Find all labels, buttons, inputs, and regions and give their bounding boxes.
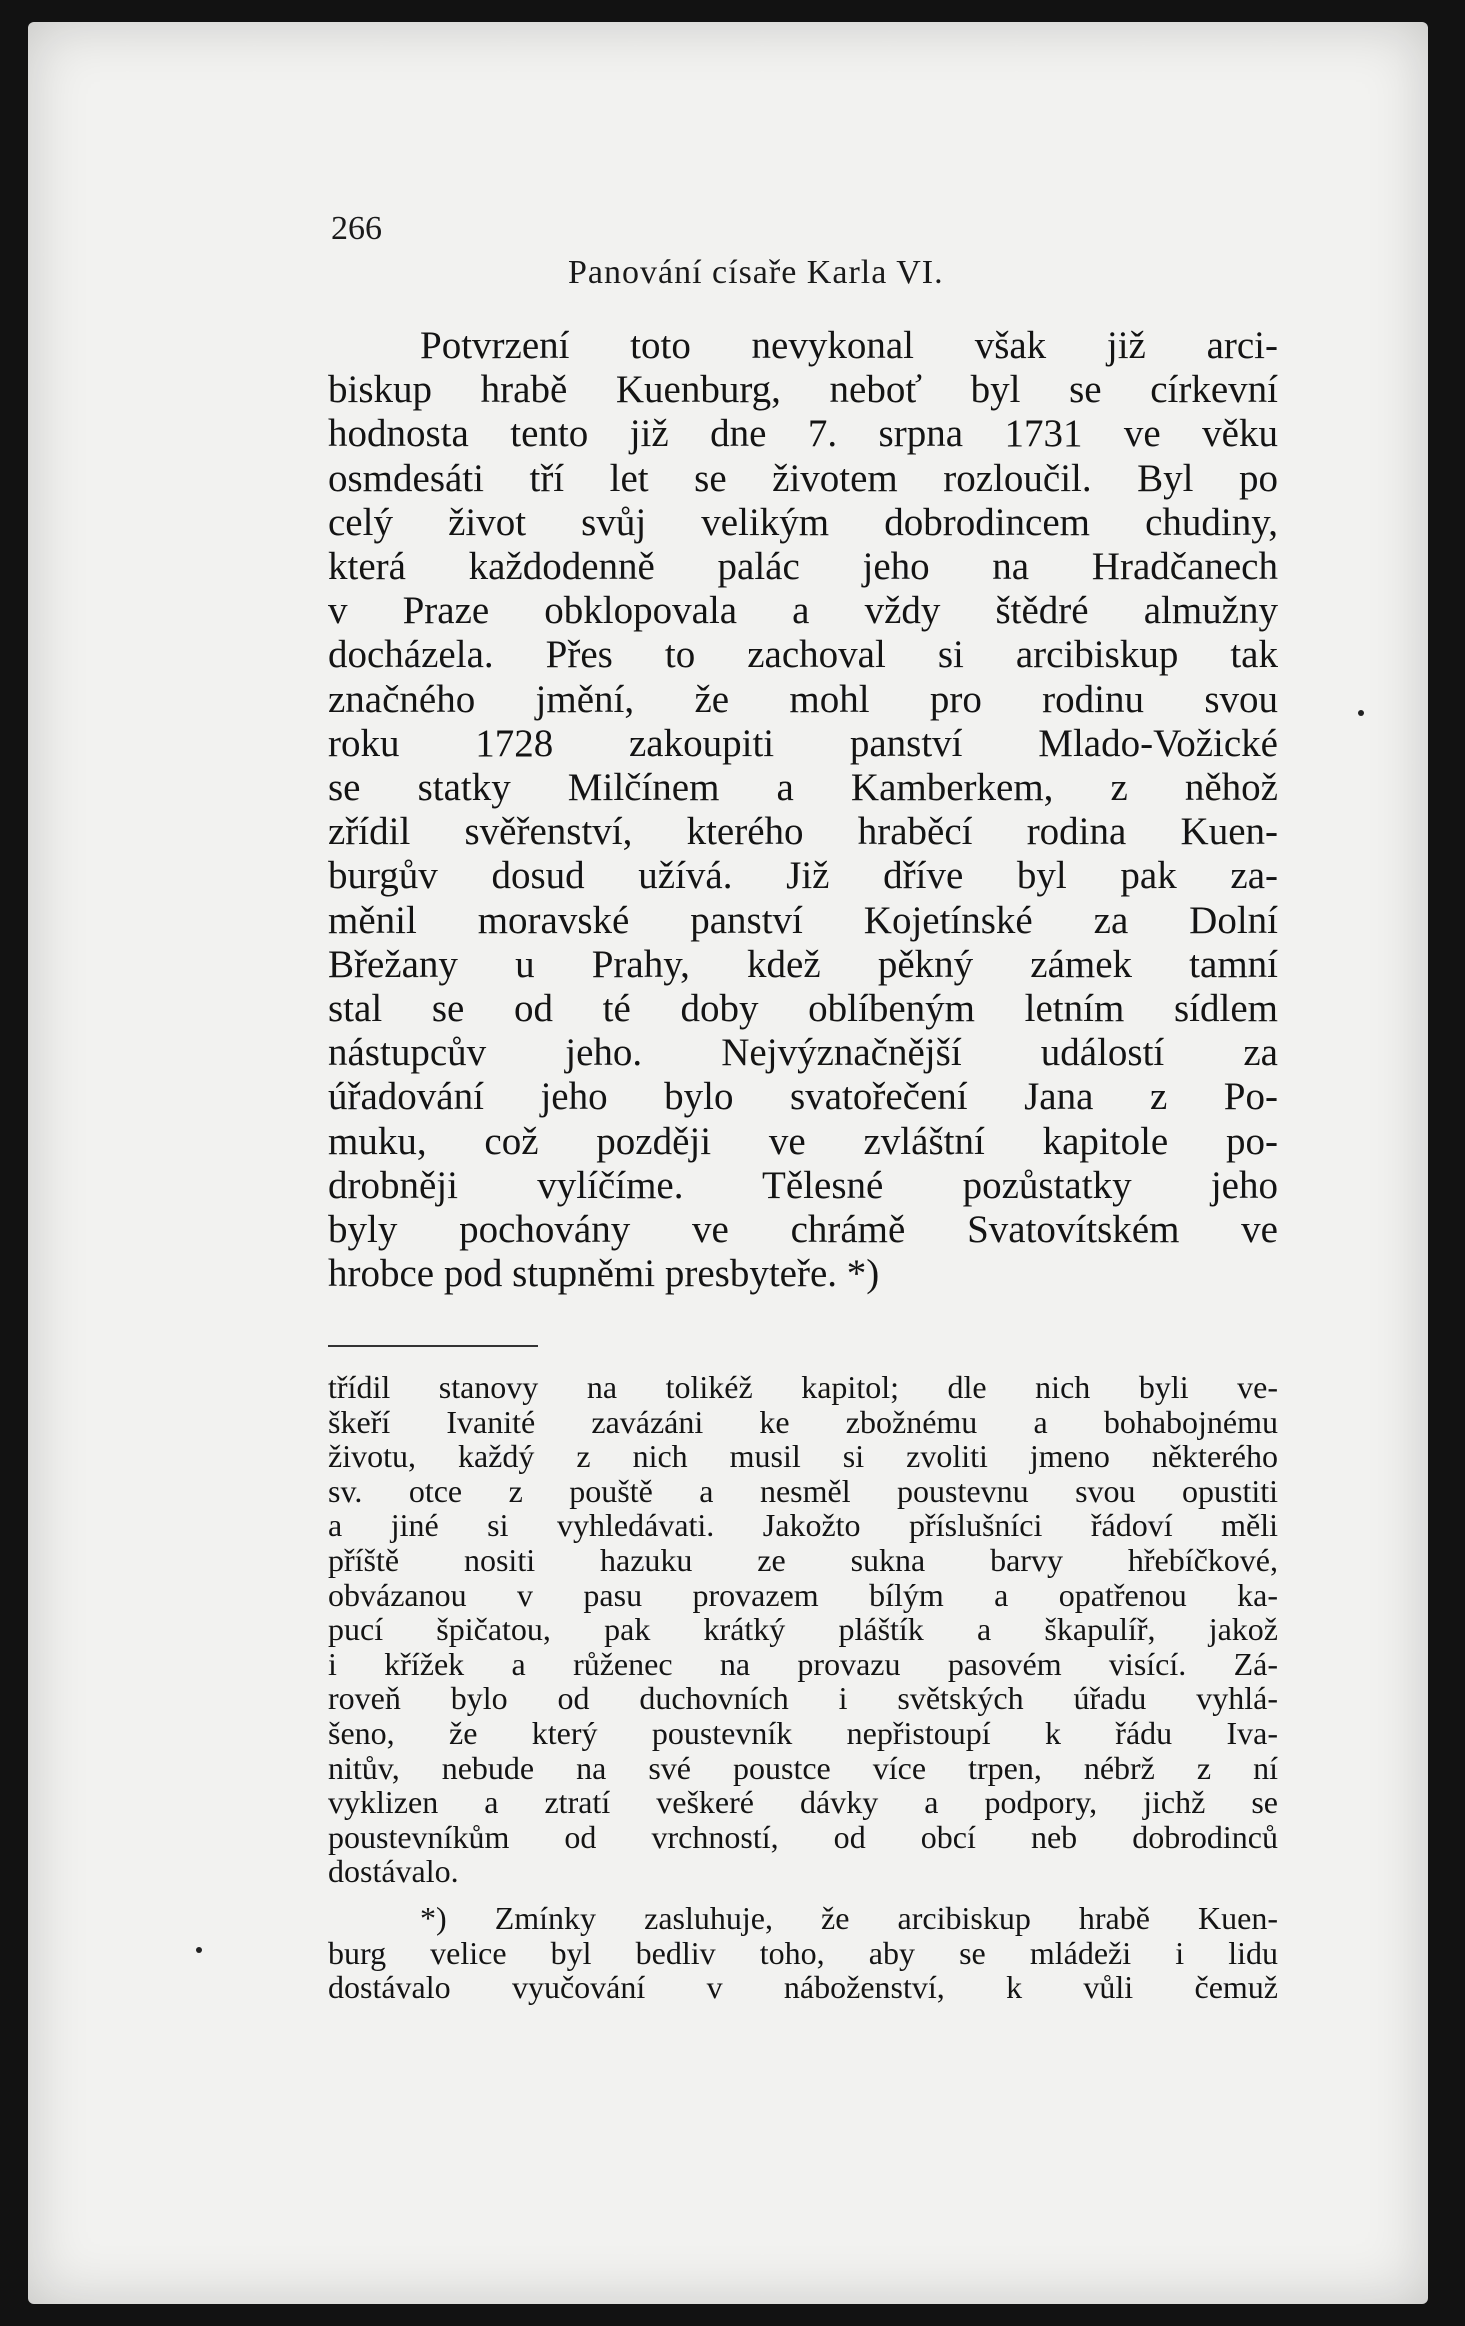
text-line: docházela. Přes to zachoval si arcibiskup tak [328,633,1278,677]
page-number: 266 [331,210,382,247]
footnote-line: šeno, že který poustevník nepřistoupí k řádu Iva- [328,1714,1278,1751]
text-line: úřadování jeho bylo svatořečení Jana z Po- [328,1075,1278,1119]
text-line: měnil moravské panství Kojetínské za Dolní [328,898,1278,942]
ink-speck [196,1947,202,1953]
footnote-line: sv. otce z pouště a nesměl poustevnu svou opustiti [328,1472,1278,1509]
text-line: byly pochovány ve chrámě Svatovítském ve [328,1208,1278,1252]
footnotes [328,1370,1278,2005]
footnote-rule [328,1345,538,1347]
book-page [28,22,1428,2304]
text-line: burgův dosud užívá. Již dříve byl pak za- [328,854,1278,898]
footnote-line: a jiné si vyhledávati. Jakožto příslušníci řádoví měli [328,1507,1278,1544]
text-line: drobněji vylíčíme. Tělesné pozůstatky jeho [328,1163,1278,1207]
footnote-line: životu, každý z nich musil si zvoliti jmeno některého [328,1438,1278,1475]
footnote-line: dostávalo vyučování v náboženství, k vůli čemuž [328,1969,1278,2006]
footnote-line: poustevníkům od vrchností, od obcí neb dobrodinců [328,1818,1278,1855]
footnote-line: *) Zmínky zasluhuje, že arcibiskup hrabě Kuen- [420,1899,1278,1936]
text-line: se statky Milčínem a Kamberkem, z něhož [328,766,1278,810]
text-line: Potvrzení toto nevykonal však již arci- [420,324,1278,367]
footnote-line: dostávalo. [328,1853,459,1890]
text-line: roku 1728 zakoupiti panství Mlado-Vožické [328,721,1278,765]
text-line: značného jmění, že mohl pro rodinu svou [328,677,1278,721]
text-line: hodnosta tento již dne 7. srpna 1731 ve věku [328,412,1278,456]
footnote-line: roveň bylo od duchovních i světských úřadu vyhlá- [328,1680,1278,1717]
footnote-line: burg velice byl bedliv toho, aby se mládeži i lidu [328,1934,1278,1971]
running-title: Panování císaře Karla VI. [568,254,944,291]
footnote-line: i křížek a růženec na provazu pasovém visící. Zá- [328,1645,1278,1682]
text-line: osmdesáti tří let se životem rozloučil. Byl po [328,456,1278,500]
text-line: která každodenně palác jeho na Hradčanech [328,545,1278,589]
text-line: v Praze obklopovala a vždy štědré almužny [328,589,1278,633]
text-line: biskup hrabě Kuenburg, neboť byl se církevní [328,368,1278,412]
footnote-line: pucí špičatou, pak krátký pláštík a škapulíř, jakož [328,1611,1278,1648]
footnote-line: vyklizen a ztratí veškeré dávky a podpory, jichž se [328,1784,1278,1821]
text-line: nástupcův jeho. Nejvýznačnější událostí za [328,1031,1278,1075]
text-line: stal se od té doby oblíbeným letním sídlem [328,987,1278,1031]
text-line: hrobce pod stupněmi presbyteře. *) [328,1252,880,1296]
text-line: zřídil svěřenství, kterého hraběcí rodina Kuen- [328,810,1278,854]
text-line: celý život svůj velikým dobrodincem chudiny, [328,500,1278,544]
text-line: muku, což později ve zvláštní kapitole po- [328,1119,1278,1163]
ink-speck [1358,710,1364,716]
text-line: Břežany u Prahy, kdež pěkný zámek tamní [328,942,1278,986]
main-paragraph [328,324,1278,1296]
footnote-line: škeří Ivanité zavázáni ke zbožnému a bohabojnému [328,1403,1278,1440]
footnote-line: třídil stanovy na tolikéž kapitol; dle nich byli ve- [328,1369,1278,1405]
footnote-line: příště nositi hazuku ze sukna barvy hřebíčkové, [328,1541,1278,1578]
footnote-line: nitův, nebude na své poustce více trpen, nébrž z ní [328,1749,1278,1786]
footnote-line: obvázanou v pasu provazem bílým a opatřenou ka- [328,1576,1278,1613]
